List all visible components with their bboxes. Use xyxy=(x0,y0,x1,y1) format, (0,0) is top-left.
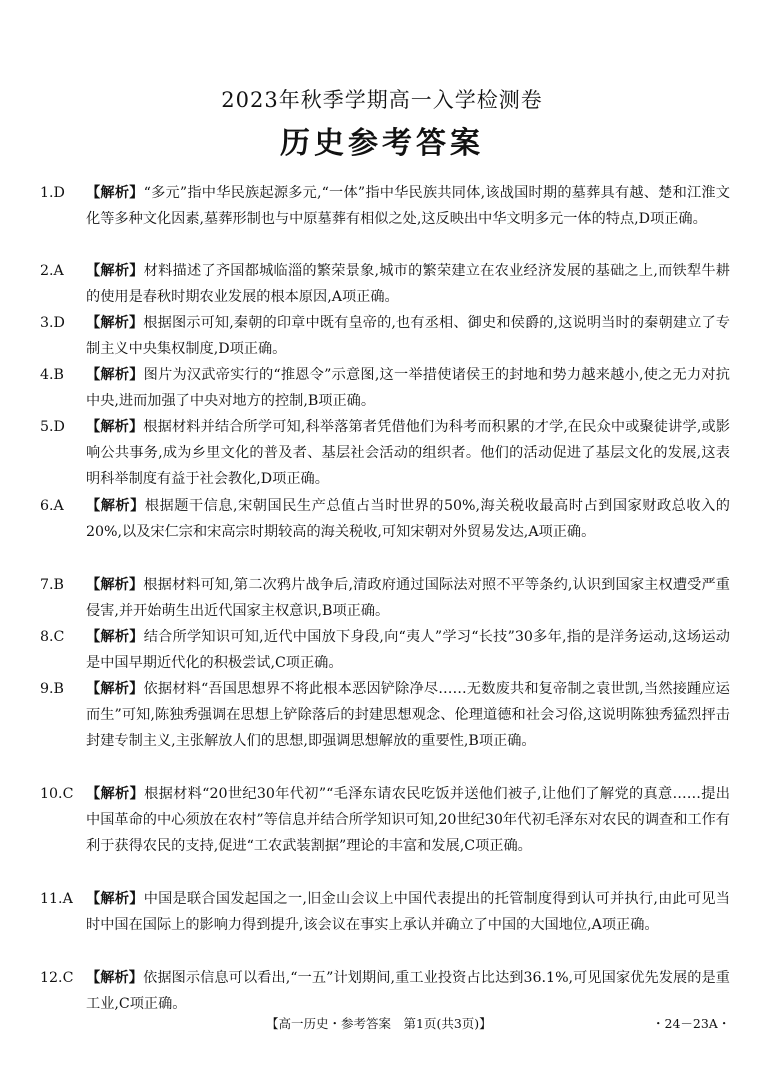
analysis-tag: 【解析】 xyxy=(86,786,145,802)
analysis-tag: 【解析】 xyxy=(86,891,144,907)
answer-number: 3.D xyxy=(40,315,65,331)
answer-item xyxy=(40,781,730,886)
answer-item xyxy=(40,965,730,1017)
answer-number: 8.C xyxy=(40,629,65,645)
answer-item xyxy=(40,414,730,493)
answer-number: 7.B xyxy=(40,577,64,593)
answer-text: 根据材料可知,第二次鸦片战争后,清政府通过国际法对照不平等条约,认识到国家主权遭受严重侵害,并开始萌生出近代国家主权意识,B项正确。 xyxy=(86,577,730,620)
answer-item xyxy=(40,676,730,781)
answer-list xyxy=(40,180,730,1017)
answer-number: 4.B xyxy=(40,367,64,383)
answer-number: 1.D xyxy=(40,185,65,201)
page-title: 2023年秋季学期高一入学检测卷 xyxy=(221,88,543,112)
analysis-tag: 【解析】 xyxy=(86,629,144,645)
answer-text: 依据材料“吾国思想界不将此根本恶因铲除净尽……无数废共和复帝制之袁世凯,当然接踵应运而生”可知,陈独秀强调在思想上铲除落后的封建思想观念、伦理道德和社会习俗,这说明陈独秀猛烈抨击封建专制主义,主张解放人们的思想,即强调思想解放的重要性,B项正确。 xyxy=(86,681,730,750)
answer-number: 11.A xyxy=(40,891,73,907)
answer-number: 6.A xyxy=(40,498,64,514)
answer-number: 10.C xyxy=(40,786,74,802)
answer-item xyxy=(40,624,730,676)
answer-item xyxy=(40,493,730,572)
answer-number: 5.D xyxy=(40,419,65,435)
answer-text: 结合所学知识可知,近代中国放下身段,向“夷人”学习“长技”30多年,指的是洋务运动,这场运动是中国早期近代化的积极尝试,C项正确。 xyxy=(86,629,730,672)
analysis-tag: 【解析】 xyxy=(86,185,144,201)
answer-item xyxy=(40,258,730,310)
analysis-tag: 【解析】 xyxy=(86,681,144,697)
answer-text: 根据题干信息,宋朝国民生产总值占当时世界的50%,海关税收最高时占到国家财政总收入的20%,以及宋仁宗和宋高宗时期较高的海关税收,可知宋朝对外贸易发达,A项正确。 xyxy=(86,498,730,541)
page-subtitle: 历史参考答案 xyxy=(280,126,484,161)
footer-page-info: 【高一历史・参考答案 第1页(共3页)】 xyxy=(266,1016,492,1031)
answer-text: 图片为汉武帝实行的“推恩令”示意图,这一举措使诸侯王的封地和势力越来越小,使之无力对抗中央,进而加强了中央对地方的控制,B项正确。 xyxy=(86,367,730,410)
analysis-tag: 【解析】 xyxy=(86,419,144,435)
footer-code: ・24－23A・ xyxy=(652,1016,731,1031)
answer-text: 中国是联合国发起国之一,旧金山会议上中国代表提出的托管制度得到认可并执行,由此可见当时中国在国际上的影响力得到提升,该会议在事实上承认并确立了中国的大国地位,A项正确。 xyxy=(86,891,730,934)
answer-item xyxy=(40,310,730,362)
analysis-tag: 【解析】 xyxy=(86,498,145,514)
analysis-tag: 【解析】 xyxy=(86,263,144,279)
answer-item xyxy=(40,572,730,624)
answer-text: 材料描述了齐国都城临淄的繁荣景象,城市的繁荣建立在农业经济发展的基础之上,而铁犁牛耕的使用是春秋时期农业发展的根本原因,A项正确。 xyxy=(86,263,730,306)
analysis-tag: 【解析】 xyxy=(86,315,144,331)
analysis-tag: 【解析】 xyxy=(86,367,144,383)
answer-number: 12.C xyxy=(40,970,74,986)
answer-number: 2.A xyxy=(40,263,64,279)
answer-text: 根据图示可知,秦朝的印章中既有皇帝的,也有丞相、御史和侯爵的,这说明当时的秦朝建立了专制主义中央集权制度,D项正确。 xyxy=(86,315,730,358)
answer-item xyxy=(40,362,730,414)
answer-number: 9.B xyxy=(40,681,64,697)
answer-item xyxy=(40,886,730,965)
answer-text: 依据图示信息可以看出,“一五”计划期间,重工业投资占比达到36.1%,可见国家优先发展的是重工业,C项正确。 xyxy=(86,970,730,1013)
answer-text: “多元”指中华民族起源多元,“一体”指中华民族共同体,该战国时期的墓葬具有越、楚和江淮文化等多种文化因素,墓葬形制也与中原墓葬有相似之处,这反映出中华文明多元一体的特点,D项正确。 xyxy=(86,185,730,228)
answer-item xyxy=(40,180,730,258)
answer-text: 根据材料并结合所学可知,科举落第者凭借他们为科考而积累的才学,在民众中或聚徒讲学,或影响公共事务,成为乡里文化的普及者、基层社会活动的组织者。他们的活动促进了基层文化的发展,这表明科举制度有益于社会教化,D项正确。 xyxy=(86,419,730,488)
analysis-tag: 【解析】 xyxy=(86,577,144,593)
analysis-tag: 【解析】 xyxy=(86,970,144,986)
answer-text: 根据材料“20世纪30年代初”“毛泽东请农民吃饭并送他们被子,让他们了解党的真意……提出中国革命的中心须放在农村”等信息并结合所学知识可知,20世纪30年代初毛泽东对农民的调查和工作有利于获得农民的支持,促进“工农武装割据”理论的丰富和发展,C项正确。 xyxy=(86,786,730,855)
